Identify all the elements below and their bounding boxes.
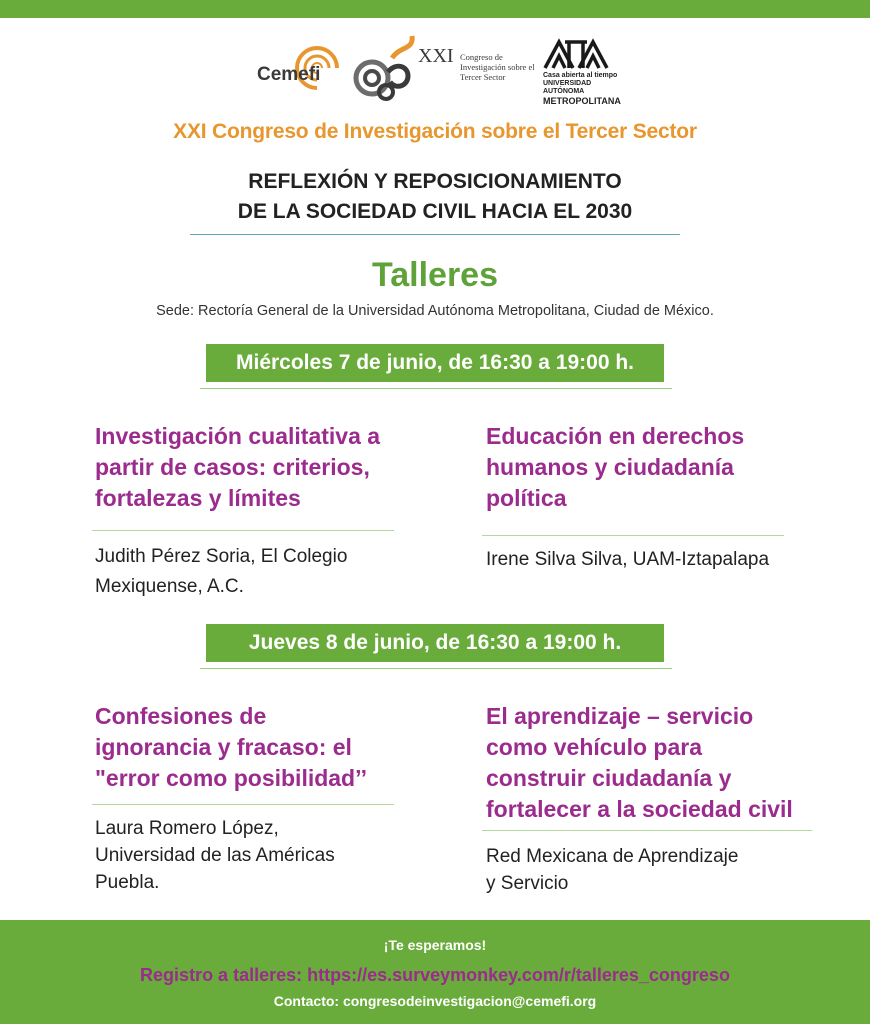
workshop-title-4: El aprendizaje – servicio como vehículo para construir ciudadanía y fortalecer a la sociedad civil: [486, 703, 793, 822]
workshop-title-2: Educación en derechos humanos y ciudadanía política: [486, 423, 745, 511]
day-banner-2: Jueves 8 de junio, de 16:30 a 19:00 h.: [206, 624, 664, 662]
congreso-logo: [352, 30, 535, 108]
header-divider: [190, 234, 680, 235]
cemefi-logo: [255, 40, 345, 100]
cemefi-wordmark: Cemefi: [257, 64, 321, 85]
workshop-title-3: Confesiones de ignorancia y fracaso: el "error como posibilidad’’: [95, 703, 368, 791]
workshop-title-1: Investigación cualitativa a partir de casos: criterios, fortalezas y límites: [95, 423, 381, 511]
workshop-speaker-1: Judith Pérez Soria, El Colegio Mexiquense, A.C.: [95, 546, 348, 597]
venue-text: Sede: Rectoría General de la Universidad Autónoma Metropolitana, Ciudad de México.: [156, 303, 714, 319]
workshop-speaker-4: Red Mexicana de Aprendizaje y Servicio: [486, 846, 739, 894]
workshop-divider-4: [482, 830, 812, 831]
workshop-speaker-3: Laura Romero López, Universidad de las Américas Puebla.: [95, 818, 335, 893]
day-banner-1: Miércoles 7 de junio, de 16:30 a 19:00 h.: [206, 344, 664, 382]
workshop-divider-2: [482, 535, 784, 536]
uam-text: Casa abierta al tiempo UNIVERSIDAD AUTÓNOMA METROPOLITANA: [543, 72, 621, 106]
registration-link[interactable]: Registro a talleres: https://es.surveymonkey.com/r/talleres_congreso: [140, 965, 730, 985]
workshop-speaker-2: Irene Silva Silva, UAM-Iztapalapa: [486, 549, 770, 570]
congreso-logo-text: Congreso de Investigación sobre el Tercer Sector: [460, 52, 535, 82]
day-divider-2: [200, 668, 672, 669]
congreso-numeral: XXI: [418, 45, 454, 67]
workshop-divider-1: [92, 530, 394, 531]
section-title: Talleres: [371, 256, 498, 294]
day-divider-1: [200, 388, 672, 389]
congreso-spiral-icon: [352, 32, 416, 106]
workshop-divider-3: [92, 804, 394, 805]
logo-row: [0, 30, 870, 110]
event-subtitle: REFLEXIÓN Y REPOSICIONAMIENTO DE LA SOCIEDAD CIVIL HACIA EL 2030: [237, 170, 633, 223]
footer-greeting: ¡Te esperamos!: [383, 937, 487, 953]
contact-email[interactable]: Contacto: congresodeinvestigacion@cemefi.org: [273, 993, 597, 1009]
event-title: XXI Congreso de Investigación sobre el Tercer Sector: [173, 120, 697, 143]
uam-emblem-icon: [543, 38, 609, 70]
uam-logo: [543, 38, 623, 108]
top-color-bar: [0, 0, 870, 18]
footer: [0, 920, 870, 1024]
